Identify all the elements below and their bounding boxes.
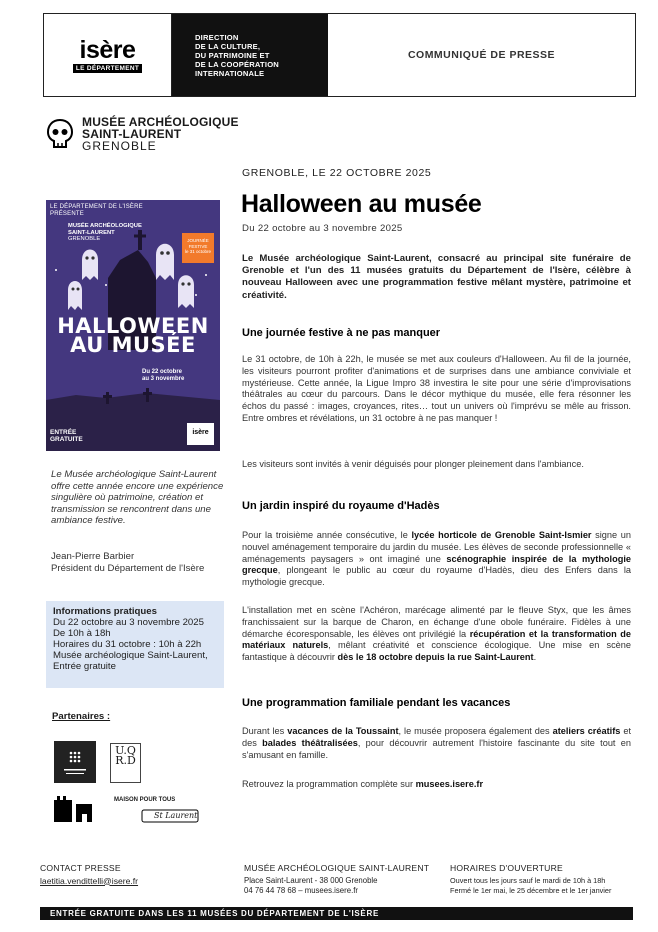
signature-name: Jean-Pierre Barbier <box>51 551 135 562</box>
section2-paragraph2 <box>242 605 631 664</box>
text-run-bold: lycée horticole de Grenoble Saint-Ismier <box>411 530 592 540</box>
footer-museum-address: Place Saint-Laurent - 38 000 Grenoble <box>244 875 378 885</box>
poster-presenter <box>50 204 143 218</box>
partner-logo-uqrd: U.Q R.D <box>110 743 141 783</box>
saint-laurent-label: St Laurent <box>154 811 198 820</box>
footer-hours-line2: Fermé le 1er mai, le 25 décembre et le 1er janvier <box>450 885 612 895</box>
poster-presenter-line2: PRÉSENTE <box>50 211 84 217</box>
poster-presenter-line1: LE DÉPARTEMENT DE L'ISÈRE <box>50 204 143 210</box>
direction-line: DE LA COOPÉRATION <box>195 60 279 69</box>
footer-contact-title: CONTACT PRESSE <box>40 863 121 873</box>
poster-badge-line2: FESTIVE <box>188 243 208 249</box>
poster-badge <box>182 233 214 263</box>
section1-paragraph2: Les visiteurs sont invités à venir déguisés pour plonger pleinement dans l'ambiance. <box>242 459 584 469</box>
direction-line: INTERNATIONALE <box>195 69 265 78</box>
text-run-bold: vacances de la Toussaint <box>287 726 399 736</box>
text-run: et des <box>242 726 631 748</box>
practical-info-line: Horaires du 31 octobre : 10h à 22h <box>53 639 202 650</box>
text-run-bold: balades théâtralisées <box>262 737 358 748</box>
isere-logo-sub: LE DÉPARTEMENT <box>73 64 142 73</box>
museum-city: GRENOBLE <box>82 139 157 153</box>
footer-contact <box>40 863 138 886</box>
practical-info-title: Informations pratiques <box>53 606 157 617</box>
press-email-link[interactable]: laetitia.vendittelli@isere.fr <box>40 875 139 886</box>
poster-title <box>46 314 220 357</box>
text-run-bold: dès le 18 octobre depuis la rue Saint-Laurent <box>337 652 534 663</box>
poster-dates <box>142 369 184 382</box>
article-lead: Le Musée archéologique Saint-Laurent, consacré au principal site funéraire de Grenoble et l'un des 11 musées gratuits du Département de l'Isère, célèbre à nouveau Halloween avec une programmation festive mêlant mystère, patrimoine et créativité. <box>242 253 631 301</box>
text-run: Pour la troisième année consécutive, le <box>242 530 412 540</box>
poster-museum-line3: GRENOBLE <box>68 236 101 242</box>
poster-badge-line3: le 31 octobre <box>184 249 212 254</box>
section3-paragraph2 <box>242 779 631 791</box>
letterhead <box>43 13 636 97</box>
section1-paragraph: Le 31 octobre, de 10h à 22h, le musée se met aux couleurs d'Halloween. Au fil de la journée, les visiteurs pourront profiter d'animations et de surprises dans une ambiance conviviale et mystérieuse. Cette année, la Ligue Impro 38 investira le site pour une série d'improvisations théâtrales au cœur du parcours. Dans le décor mythique du musée, elle fera résonner les échos du passé : images, croyances, rites… tout un univers où l'imprévu se mêle au frisson. Entre ombres et révélations, un 31 octobre à ne pas manquer ! <box>242 354 631 423</box>
section2-title: Un jardin inspiré du royaume d'Hadès <box>242 500 440 512</box>
poster-title-line2: AU MUSÉE <box>70 333 196 357</box>
text-run: , plongeant le public au cœur du royaume d'Hadès, dieu des Enfers dans la mythologie grecque. <box>242 565 631 588</box>
text-run-bold: scénographie inspirée de la mythologie grecque <box>242 553 631 576</box>
text-run: , mêlant créativité et conscience écologique. Une mise en scène fantastique à découvrir <box>242 640 632 663</box>
signature-role: Président du Département de l'Isère <box>51 562 205 574</box>
poster-title-line1: HALLOWEEN <box>57 314 209 338</box>
text-run: , pour découvrir autrement l'histoire fascinante du site tout en s'amusant en famille. <box>242 737 631 760</box>
text-run: L'installation met en scène l'Achéron, marécage alimenté par le fleuve Styx, que les âmes franchissaient sur la barque de Charon, en échange d'une obole funéraire. Fidèles à une démarche écoresponsable, les élèves ont privilégié la <box>242 605 631 639</box>
museum-name-line1: MUSÉE ARCHÉOLOGIQUE <box>82 115 239 129</box>
practical-info-line: Entrée gratuite <box>53 661 116 672</box>
skull-icon <box>47 119 73 149</box>
article-title: Halloween au musée <box>241 190 482 218</box>
section2-paragraph <box>242 530 631 589</box>
direction-line: DIRECTION <box>195 33 239 42</box>
footer-museum <box>244 863 429 896</box>
article-subtitle: Du 22 octobre au 3 novembre 2025 <box>242 223 403 234</box>
text-run-bold: récupération et la transformation de matériaux naturels <box>242 628 631 651</box>
direction-line: DU PATRIMOINE ET <box>195 51 270 60</box>
text-run: signe un nouvel aménagement temporaire du jardin du musée. Les élèves de seconde professionnelle « aménagements paysagers » ont imaginé une <box>242 530 631 564</box>
maison-pour-tous-label: MAISON POUR TOUS <box>114 797 176 803</box>
footer-hours-title: HORAIRES D'OUVERTURE <box>450 863 563 873</box>
practical-info-line: De 10h à 18h <box>53 628 111 639</box>
musees-link[interactable]: musees.isere.fr <box>415 779 484 789</box>
text-run-bold: ateliers créatifs <box>552 726 621 736</box>
isere-logo-word: isère <box>79 35 136 64</box>
quote-signature <box>51 551 204 574</box>
text-run: Retrouvez la programmation complète sur <box>242 779 416 789</box>
footer-hours-line1: Ouvert tous les jours sauf le mardi de 10h à 18h <box>450 875 606 885</box>
halloween-poster <box>46 200 220 451</box>
poster-dates-line1: Du 22 octobre <box>142 369 183 375</box>
practical-info-box <box>46 601 224 688</box>
poster-entree <box>50 429 83 443</box>
partner-logo-maison-pour-tous <box>54 796 202 824</box>
direction-line: DE LA CULTURE, <box>195 42 261 51</box>
footer-museum-phone: 04 76 44 78 68 – musees.isere.fr <box>244 885 358 895</box>
text-run: . <box>533 652 537 663</box>
text-run: , le musée proposera également des <box>398 726 553 736</box>
text-run: Durant les <box>242 726 288 736</box>
lycee-logo-icon <box>54 741 96 783</box>
poster-entree-line2: GRATUITE <box>50 436 83 443</box>
section3-title: Une programmation familiale pendant les vacances <box>242 697 511 709</box>
practical-info-line: Musée archéologique Saint-Laurent, <box>53 650 208 661</box>
footer-museum-title: MUSÉE ARCHÉOLOGIQUE SAINT-LAURENT <box>244 863 430 873</box>
poster-badge-line1: JOURNÉE <box>187 238 209 243</box>
section3-paragraph <box>242 726 631 761</box>
partner-logo-lycee <box>54 741 96 783</box>
free-entry-band: ENTRÉE GRATUITE DANS LES 11 MUSÉES DU DÉPARTEMENT DE L'ISÈRE <box>40 907 633 920</box>
poster-museum-line1: MUSÉE ARCHÉOLOGIQUE <box>68 223 142 229</box>
communique-label: COMMUNIQUÉ DE PRESSE <box>407 49 556 61</box>
museum-name-line2: SAINT-LAURENT <box>82 127 182 141</box>
poster-entree-line1: ENTRÉE <box>50 429 77 436</box>
partners-title: Partenaires : <box>52 711 111 722</box>
direction-block <box>172 14 328 96</box>
poster-museum-line2: SAINT-LAURENT <box>68 229 115 236</box>
museum-logo <box>47 116 239 152</box>
isere-logo <box>73 35 142 73</box>
poster-dates-line2: au 3 novembre <box>142 375 185 382</box>
footer-hours <box>450 863 611 896</box>
article-dateline: GRENOBLE, LE 22 OCTOBRE 2025 <box>242 167 432 179</box>
isere-logo-box <box>44 14 172 96</box>
section1-title: Une journée festive à ne pas manquer <box>242 327 441 339</box>
president-quote: Le Musée archéologique Saint-Laurent offre cette année encore une expérience singulière où patrimoine, création et transmission se rencontrent dans une ambiance festive. <box>51 469 224 526</box>
poster-isere-logo: isère <box>187 423 214 445</box>
poster-museum <box>68 223 142 243</box>
practical-info-line: Du 22 octobre au 3 novembre 2025 <box>53 617 204 628</box>
